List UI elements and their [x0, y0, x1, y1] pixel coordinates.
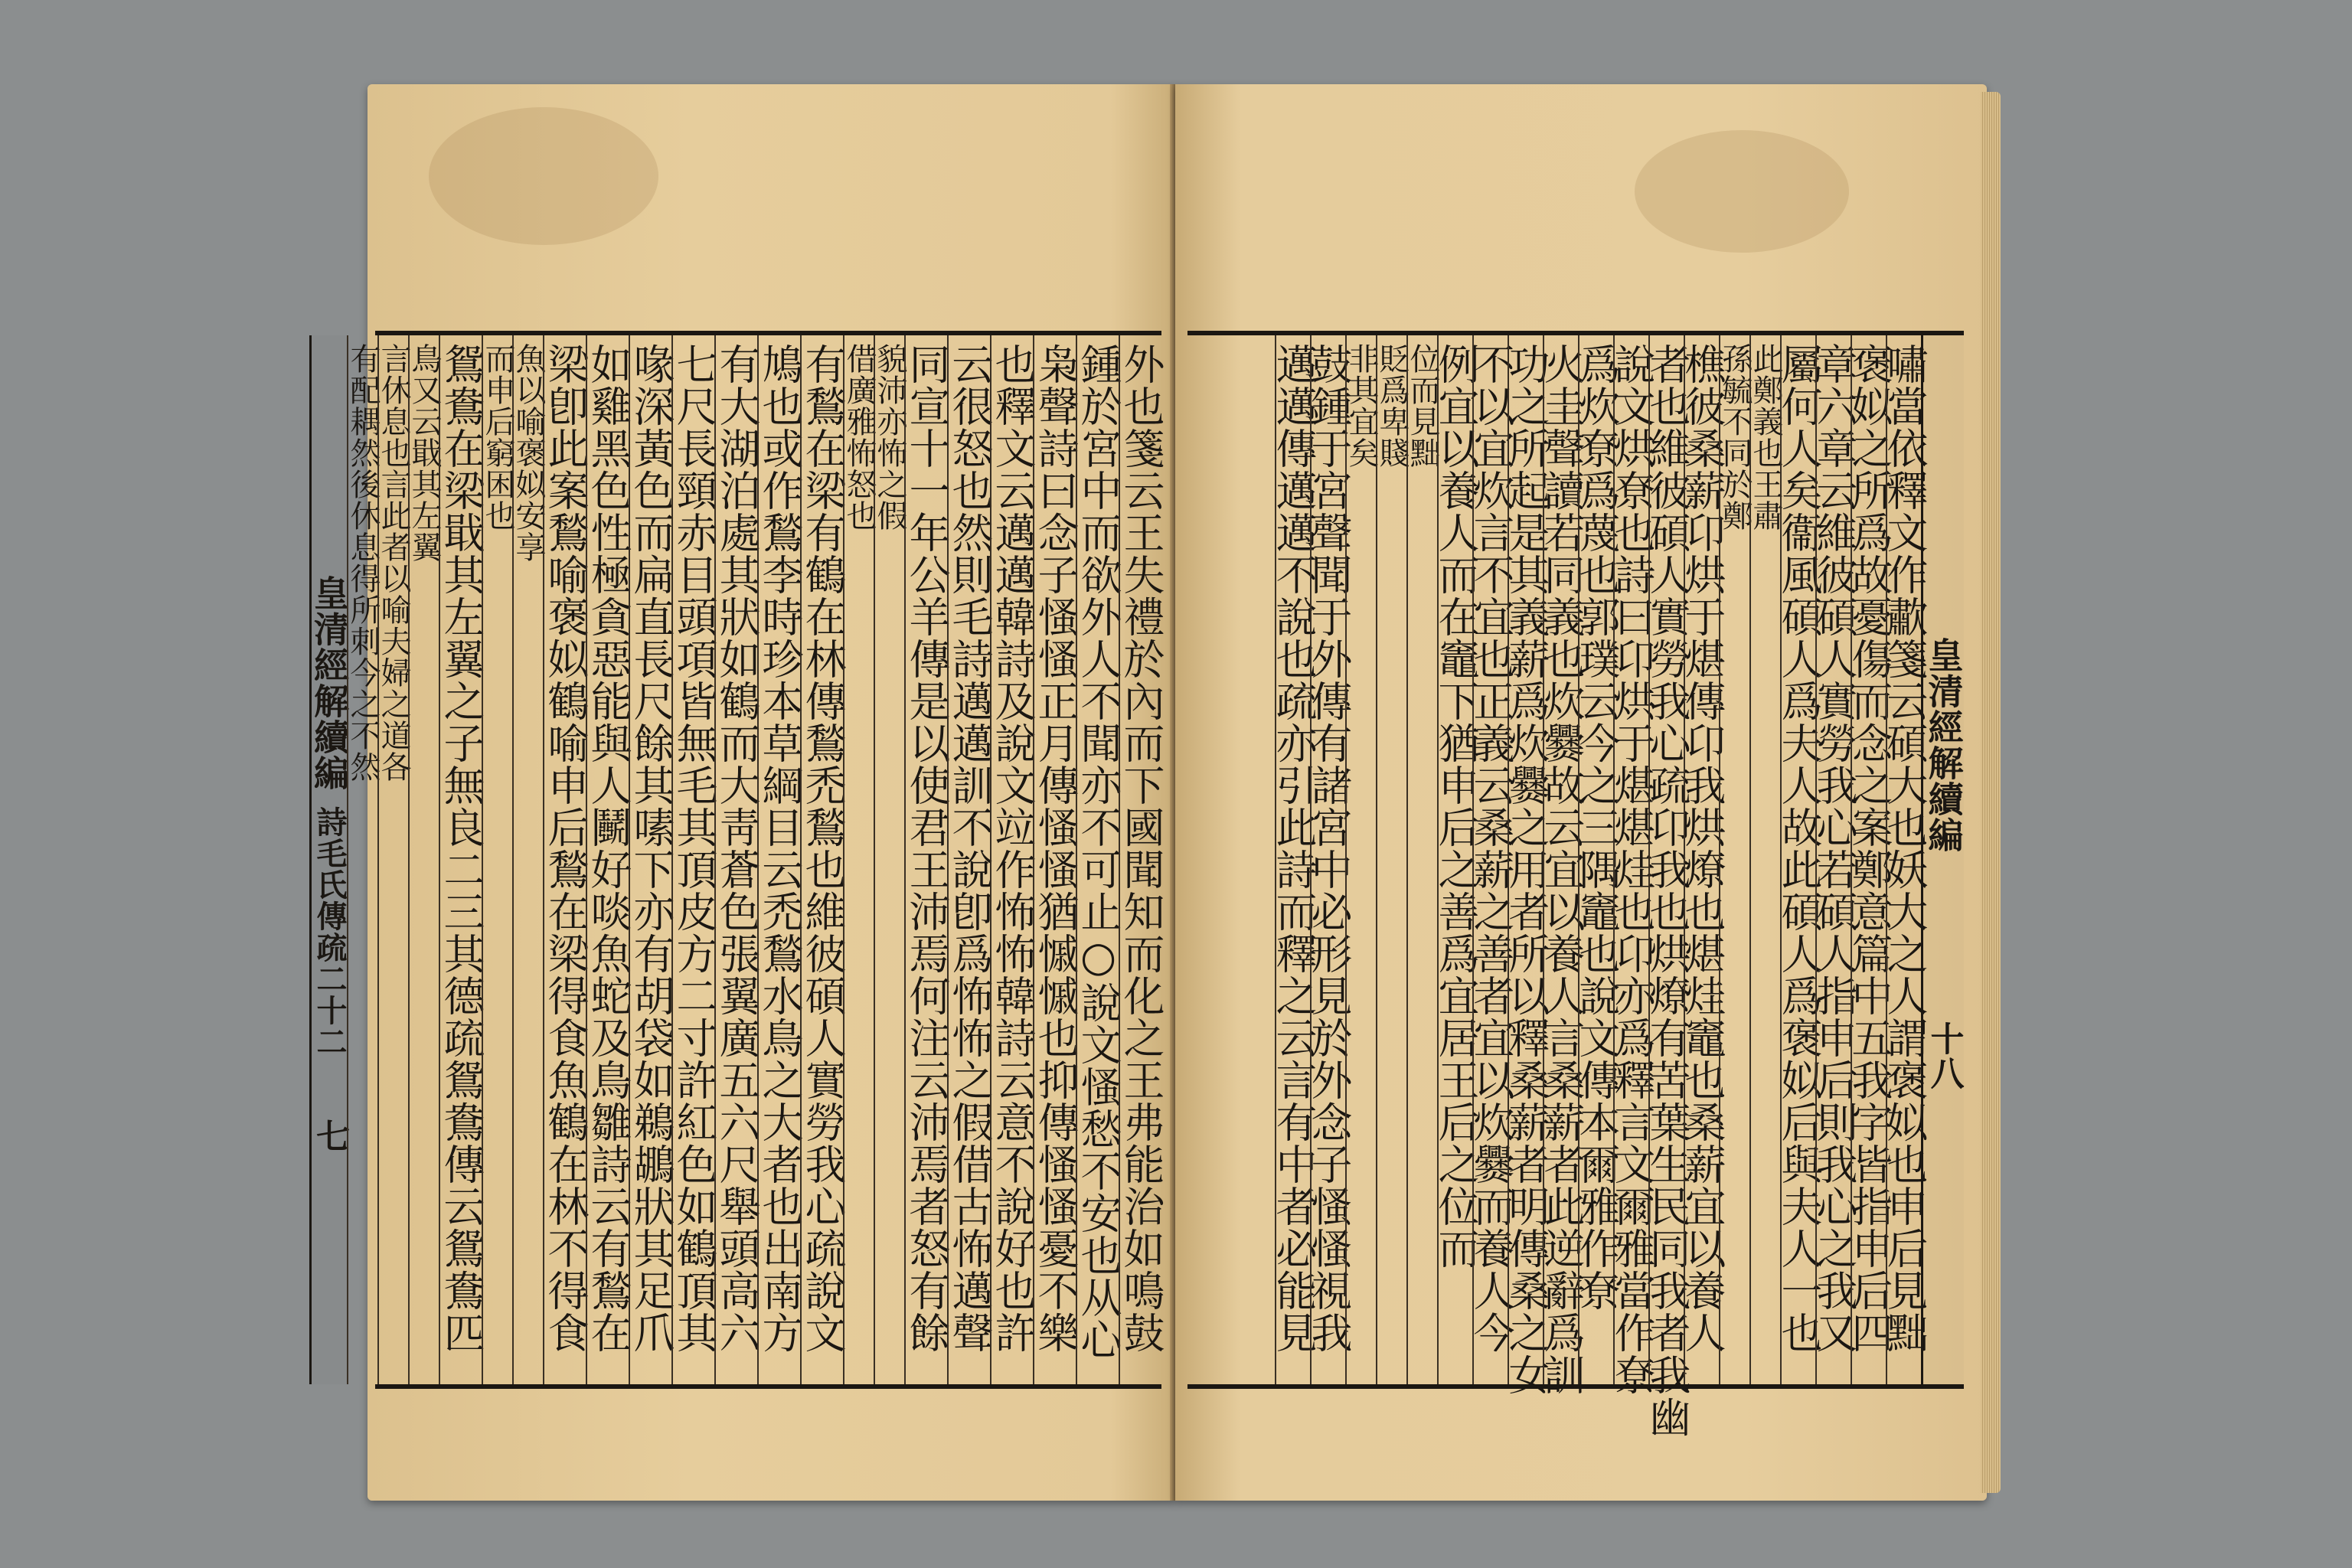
- text-column-text: 魚以喻褒姒安享: [511, 343, 546, 563]
- text-column: [627, 335, 675, 1384]
- text-column-text: 爲炊尞爲蔑也郭璞云今之三隅竈也說文傳本爾雅作尞: [1573, 343, 1621, 1312]
- text-column-text: 功之所起是其義薪爲炊爨之用者所以釋桑薪者明傳桑之女: [1502, 343, 1550, 1396]
- text-column: [511, 335, 546, 1384]
- text-column: [376, 335, 411, 1384]
- text-column-text: 不以宜炊言不宜也正義云桑薪之善者宜以炊爨而養人今: [1467, 343, 1515, 1354]
- text-column-text: 七尺長頸赤目頭項皆無毛其頂皮方二寸許紅色如鶴頂其: [670, 343, 718, 1354]
- text-column-text: 也釋文云邁邁韓詩及說文竝作怖怖韓詩云意不說好也許: [988, 343, 1037, 1354]
- text-column-text: 而申后窮困也: [480, 343, 515, 531]
- text-column: [541, 335, 590, 1384]
- text-column: [1074, 335, 1122, 1384]
- text-column-text: 例宜以養人而在竈下猶申后之善爲宜居王后之位而: [1432, 343, 1480, 1269]
- left-page-text-frame: [309, 331, 1165, 1389]
- paper-stain: [1635, 130, 1849, 253]
- open-book: [309, 84, 2002, 1508]
- text-column-text: 非其宜矣: [1344, 343, 1379, 469]
- page-number: 十八: [1924, 1021, 1964, 1090]
- text-column: [713, 335, 761, 1384]
- page-edges: [1981, 92, 2001, 1493]
- text-column-text: 章六章云維彼碩人實勞我心若碩人指申后則我心之我又: [1810, 343, 1858, 1354]
- text-column: [756, 335, 804, 1384]
- text-column-text: 貶爲卑賤: [1374, 343, 1410, 469]
- text-column-text: 火圭聲讀若同義也炊爨故云宜以養人言桑薪者此逆辭爲訓: [1537, 343, 1586, 1396]
- text-column-text: 嘯當依釋文作歗箋云碩大也妖大之人謂褒姒也申后見黜: [1880, 343, 1929, 1354]
- text-column-text: 如雞黑色性極貪惡能與人鬭好啖魚蛇及鳥雛詩云有鶖在: [584, 343, 632, 1354]
- text-column-text: 鍾於宮中而欲外人不聞亦不可止○說文慅愁不安也从心: [1074, 343, 1122, 1361]
- text-column: [1880, 335, 1929, 1384]
- text-column-text: 鼓鍾于宮聲聞于外傳有諸宮中必形見於外念子慅慅視我: [1305, 343, 1353, 1354]
- text-column-text: 鳩也或作鶖李時珍本草綱目云禿鶖水鳥之大者也出南方: [756, 343, 804, 1354]
- paper-stain: [429, 107, 658, 245]
- text-column: [480, 335, 515, 1384]
- text-column: [1305, 335, 1353, 1384]
- text-column-text: 孫毓不同於鄭: [1717, 343, 1753, 531]
- text-column-text: 貌沛亦怖之假: [872, 343, 907, 531]
- text-column-text: 借廣雅怖怒也: [841, 343, 877, 531]
- left-page: [309, 84, 1175, 1501]
- text-column-text: 有配耦然後休息得所刺今之不然: [345, 343, 381, 782]
- text-column-text: 鴛鴦在梁戢其左翼之子無良二三其德疏鴛鴦傳云鴛鴦匹: [437, 343, 485, 1354]
- left-page-columns: [309, 335, 1165, 1384]
- text-column-text: 梁卽此案鶖喻褒姒鶴喻申后鶖在梁得食魚鶴在林不得食: [541, 343, 590, 1354]
- text-column-text: 有大湖泊處其狀如鶴而大靑蒼色張翼廣五六尺舉頭高六: [713, 343, 761, 1354]
- subtitle-text: 詩毛氏傳疏二十二: [312, 805, 348, 1057]
- text-column-text: 鳥又云戢其左翼: [407, 343, 442, 563]
- running-title-column-text: 皇清經解續編: [1922, 637, 1965, 853]
- running-title-column: [1921, 335, 1964, 1384]
- text-column: [1717, 335, 1753, 1384]
- text-column: [1344, 335, 1379, 1384]
- text-column: [946, 335, 994, 1384]
- text-column-text: 枭聲詩曰念子慅慅正月傳慅慅猶慽慽也抑傳慅慅憂不樂: [1031, 343, 1080, 1354]
- text-column: [1031, 335, 1080, 1384]
- text-column: [1374, 335, 1410, 1384]
- text-column-text: 言休息也言此者以喻夫婦之道各: [376, 343, 411, 782]
- text-column-text: 位而見黜: [1405, 343, 1440, 469]
- text-column-text: 褒姒之所爲故憂傷而念之案鄭意篇中五我字皆指申后四: [1845, 343, 1893, 1354]
- text-column: [799, 335, 847, 1384]
- text-column-text: 者也維彼碩人實勞我心疏卬我也烘燎有苦葉生民同我者我幽: [1643, 343, 1691, 1438]
- running-title-column: [309, 335, 350, 1384]
- text-column: [1678, 335, 1726, 1384]
- text-column: [584, 335, 632, 1384]
- text-column: [988, 335, 1037, 1384]
- text-column-text: 此鄭義也王肅: [1748, 343, 1783, 531]
- text-column-text: 喙深黃色而扁直長尺餘其嗉下亦有胡袋如鵜鶘狀其足爪: [627, 343, 675, 1354]
- text-column: [1117, 335, 1165, 1384]
- running-title-column-text: 皇清經解續編: [309, 574, 350, 791]
- right-page: [1175, 84, 1987, 1501]
- text-column: [670, 335, 718, 1384]
- text-column-text: 邁邁傳邁邁不說也疏亦引此詩而釋之云言有中者必能見: [1269, 343, 1318, 1354]
- text-column: [437, 335, 485, 1384]
- right-page-columns: [1187, 335, 1965, 1438]
- text-column: [345, 335, 381, 1384]
- text-column-text: 有鶖在梁有鶴在林傳鶖禿鶖也維彼碩人實勞我心疏說文: [799, 343, 847, 1354]
- text-column: [407, 335, 442, 1384]
- text-column: [841, 335, 877, 1384]
- text-column: [903, 335, 951, 1384]
- text-column-text: 外也箋云王失禮於內而下國聞知而化之王弗能治如鳴鼓: [1117, 343, 1165, 1354]
- text-column-text: 屬何人矣衞風碩人爲夫人故此碩人爲褒姒后與夫人一也: [1775, 343, 1823, 1354]
- right-page-text-frame: [1187, 331, 1965, 1438]
- text-column-text: 說文烘尞也詩曰卬烘于煁煁烓也卬亦爲釋言文爾雅當作尞: [1608, 343, 1656, 1396]
- text-column-text: 同宣十一年公羊傳是以使君王沛焉何注云沛焉者怒有餘: [903, 343, 951, 1354]
- text-column-text: 樵彼桑薪卬烘于煁傳卬我烘燎也煁烓竈也桑薪宜以養人: [1678, 343, 1726, 1354]
- page-number: 七: [310, 1118, 349, 1153]
- text-column-text: 云很怒也然則毛詩邁邁訓不說卽爲怖怖之假借古怖邁聲: [946, 343, 994, 1354]
- text-column: [872, 335, 907, 1384]
